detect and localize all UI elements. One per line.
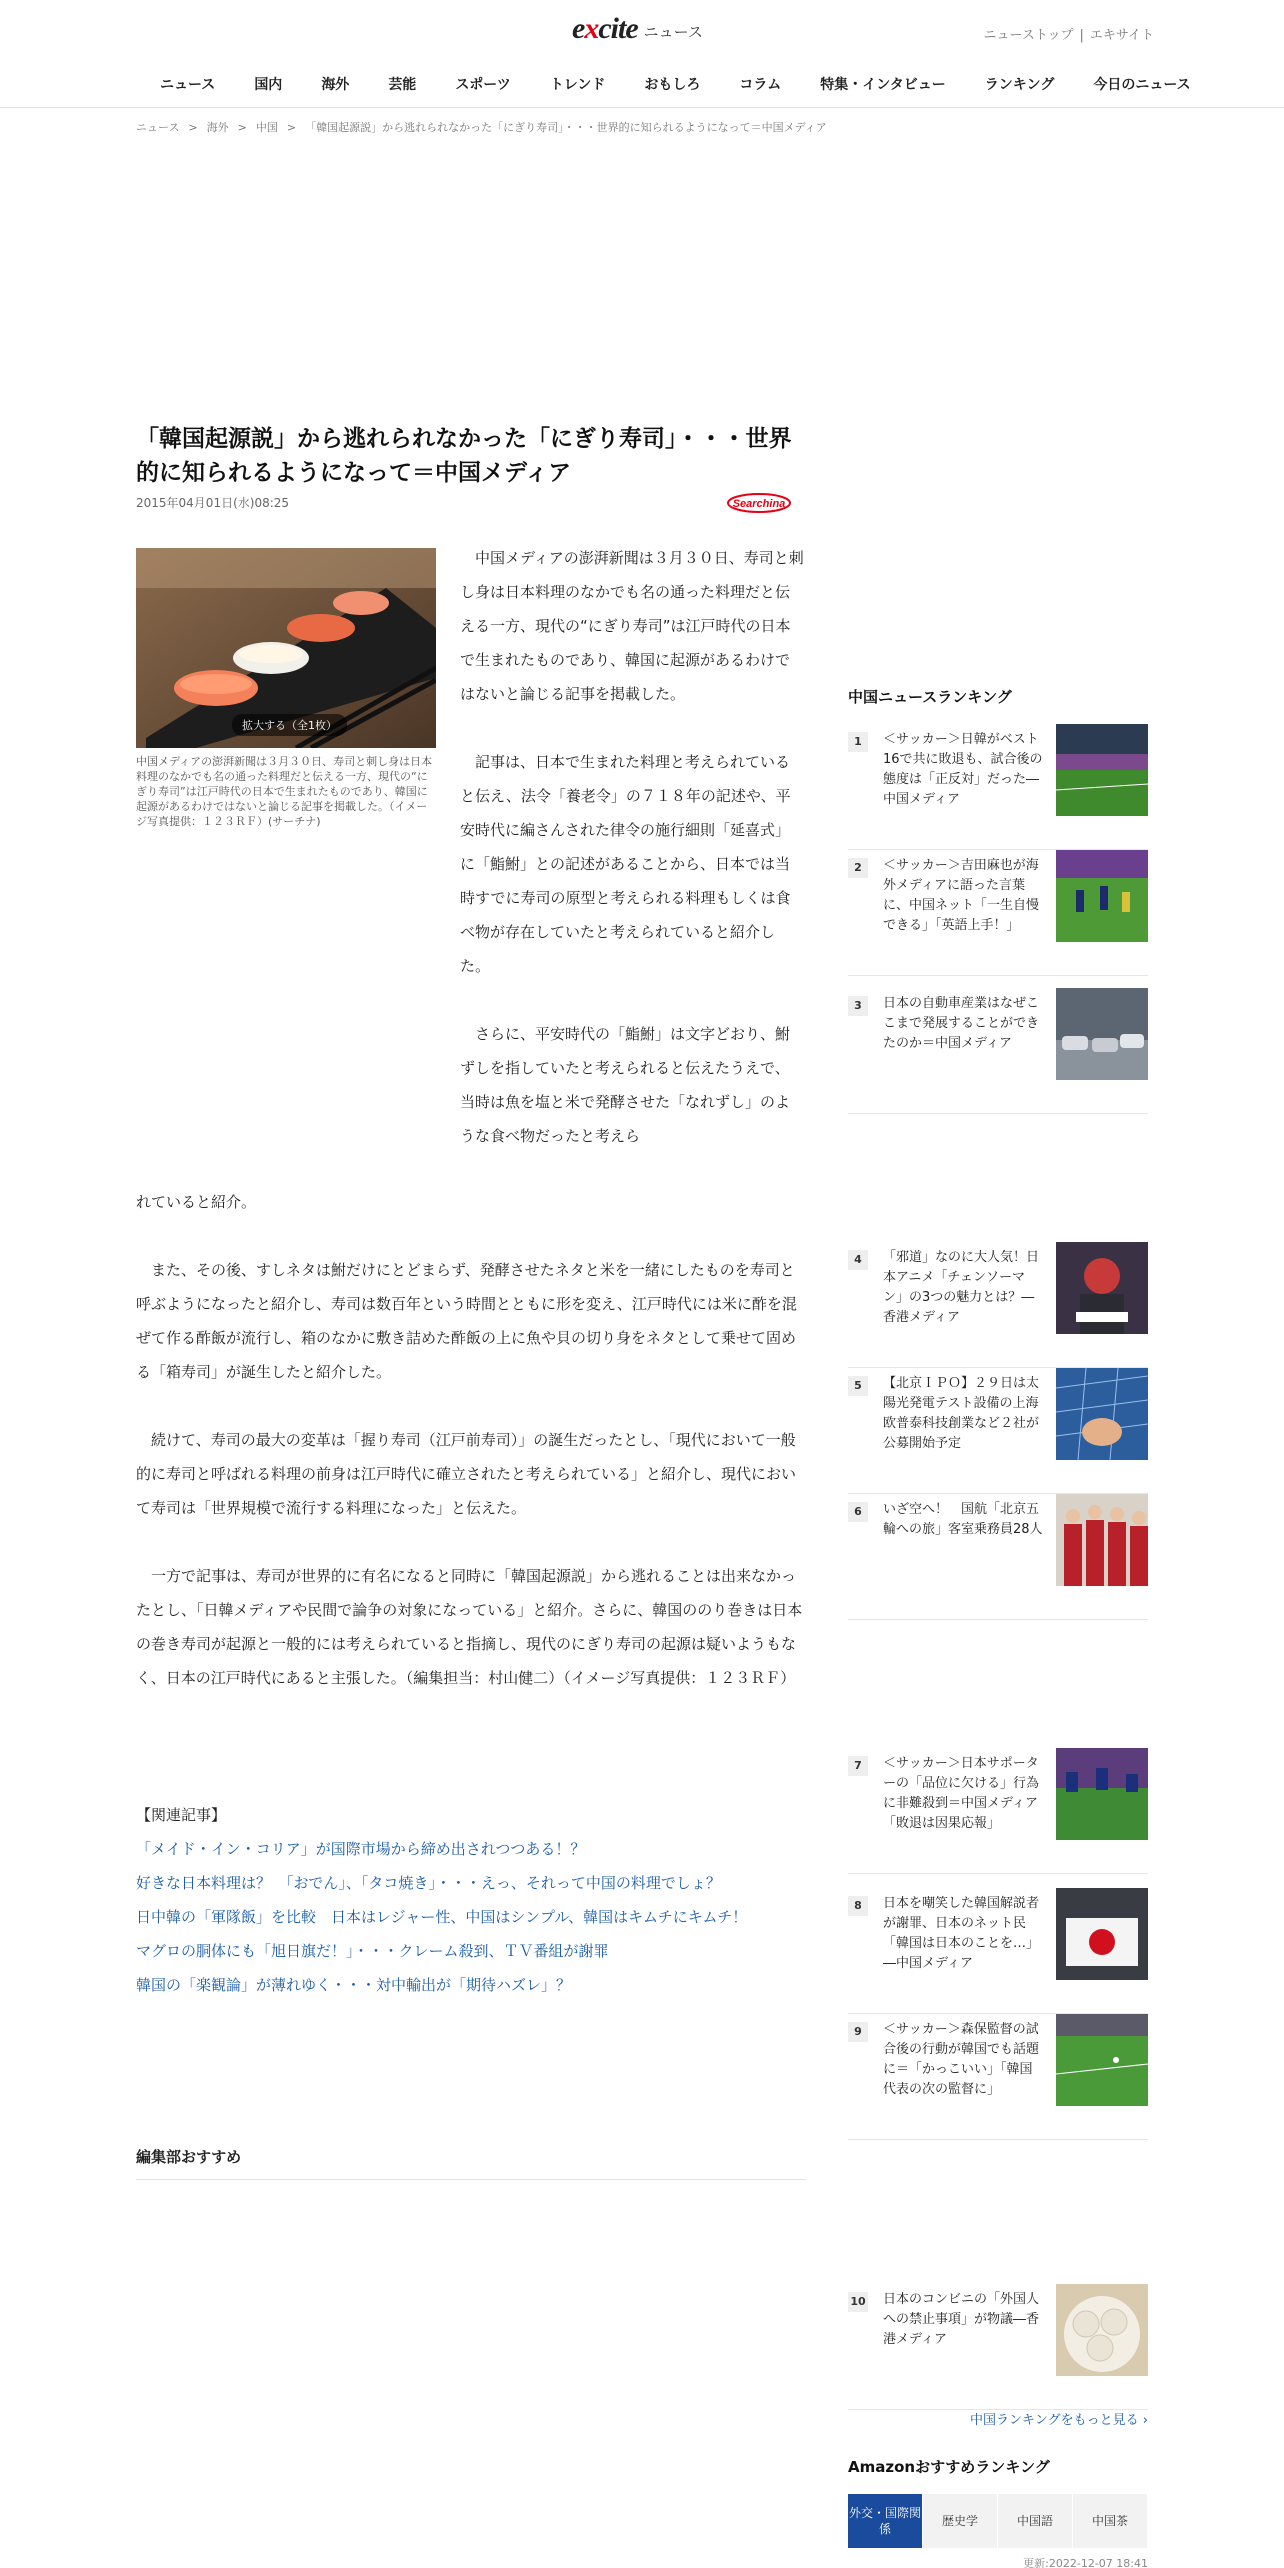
crew-icon [1056,1494,1148,1586]
related-link[interactable]: 「メイド・イン・コリア」が国際市場から締め出されつつある！？ [136,1840,586,1858]
article-paragraph-4: また、その後、すしネタは鮒だけにとどまらず、発酵させたネタと米を一緒にしたものを寿司と呼ぶようになったと紹介し、寿司は数百年という時間とともに形を変え、江戸時代には米に酢を混ぜて作る酢飯が流行し、箱のなかに敷き詰めた酢飯の上に魚や貝の切り身をネタとして乗せて固める「箱寿司」が誕生したと紹介した。 [136,1261,797,1381]
ranking-item[interactable] [848,1888,1148,2014]
tab-history[interactable]: 歴史学 [923,2494,997,2548]
ranking-title: 中国ニュースランキング [848,688,1012,706]
ranking-item[interactable] [848,850,1148,976]
ranking-item[interactable] [848,724,1148,850]
ranking-item[interactable] [848,1494,1148,1620]
nav-item-sports[interactable]: スポーツ [455,77,511,93]
anime-icon [1056,1242,1148,1334]
nav-item-overseas[interactable]: 海外 [321,77,350,93]
nav-item-feature[interactable]: 特集・インタビュー [820,77,946,93]
rank-title: 日本の自動車産業はなぜここまで発展することができたのか＝中国メディア [883,996,1040,1051]
tab-diplomacy[interactable]: 外交・国際関係 [848,2494,922,2548]
article-paragraph-3-cont: れていると紹介。 [136,1193,257,1211]
rank-number: 10 [848,2292,868,2312]
rank-number: 2 [848,858,868,878]
amazon-updated: 更新:2022-12-07 18:41 [1023,2557,1148,2568]
factory-icon [1056,988,1148,1080]
breadcrumb-overseas[interactable]: 海外 [206,121,229,134]
ranking-item[interactable] [848,2284,1148,2410]
article-body [136,1185,804,1729]
ranking-item[interactable] [848,2014,1148,2140]
breadcrumb-current: 「韓国起源説」から逃れられなかった「にぎり寿司」・・・世界的に知られるようになって＝中国メディア [305,121,827,134]
article-paragraph-1: 中国メディアの澎湃新聞は３月３０日、寿司と刺し身は日本料理のなかでも名の通った料理だと伝える一方、現代の“にぎり寿司”は江戸時代の日本で生まれたものであり、韓国に起源があるわけではないと論じる記事を掲載した。 [460,549,804,703]
rank-title: ＜サッカー＞日本サポーターの「品位に欠ける」行為に非難殺到＝中国メディア「敗退は因果応報」 [883,1756,1040,1831]
flag-icon [1056,1888,1148,1980]
site-logo[interactable] [572,12,703,46]
nav-item-domestic[interactable]: 国内 [254,77,283,93]
related-link[interactable]: 韓国の「楽観論」が薄れゆく・・・対中輸出が「期待ハズレ」？ [136,1976,572,1994]
svg-text:Searchina: Searchina [732,498,786,510]
article-title: 「韓国起源説」から逃れられなかった「にぎり寿司」・・・世界的に知られるようになって＝中国メディア [136,426,792,486]
rank-number: 6 [848,1502,868,1522]
rank-title: いざ空へ！ 国航「北京五輪への旅」客室乗務員28人 [883,1502,1043,1537]
nav-item-entertainment[interactable]: 芸能 [388,77,417,93]
related-articles [136,1798,806,2002]
breadcrumb: ニュース > 海外 > 中国 > 「韓国起源説」から逃れられなかった「にぎり寿司」・・・世界的に知られるようになって＝中国メディア [136,121,827,134]
rank-number: 7 [848,1756,868,1776]
related-heading: 【関連記事】 [136,1806,227,1824]
rank-title: ＜サッカー＞日韓がベスト16で共に敗退も、試合後の態度は「正反対」だった―中国メディア [883,732,1043,807]
nav-item-column[interactable]: コラム [739,77,782,93]
main-nav [160,74,1230,94]
logo-mark: excite [572,12,638,45]
rank-number: 5 [848,1376,868,1396]
related-link[interactable]: 日中韓の「軍隊飯」を比較 日本はレジャー性、中国はシンプル、韓国はキムチにキムチ！ [136,1908,748,1926]
excite-link[interactable]: エキサイト [1089,28,1154,43]
amazon-tabs [848,2494,1148,2548]
ranking-item[interactable] [848,1748,1148,1874]
tab-chinese-tea[interactable]: 中国茶 [1073,2494,1147,2548]
top-links: ニューストップ | エキサイト [983,28,1154,43]
ranking-item[interactable] [848,1368,1148,1494]
rank-number: 8 [848,1896,868,1916]
breadcrumb-china[interactable]: 中国 [255,121,278,134]
nav-item-today[interactable]: 今日のニュース [1093,77,1191,93]
rank-title: 「邪道」なのに大人気！日本アニメ「チェンソーマン」の3つの魅力とは？―香港メディア [883,1250,1040,1325]
rank-title: 日本を嘲笑した韓国解説者が謝罪、日本のネット民「韓国は日本のことを…」―中国メディア [883,1896,1040,1971]
nav-item-trend[interactable]: トレンド [549,77,606,93]
article-paragraph-2: 記事は、日本で生まれた料理と考えられていると伝え、法令「養老令」の７１８年の記述や、平安時代に編さんされた律令の施行細則「延喜式」に「鮨鮒」との記述があることから、日本では当時すでに寿司の原型と考えられる料理もしくは食べ物が存在していたと考えられていると紹介した。 [460,753,791,975]
article-paragraph-5: 続けて、寿司の最大の変革は「握り寿司（江戸前寿司）」の誕生だったとし、「現代において一般的に寿司と呼ばれる料理の前身は江戸時代に確立されたと考えられている」と紹介し、現代において寿司は「世界規模で流行する料理になった」と伝えた。 [136,1431,797,1517]
article-photo[interactable] [136,548,436,748]
related-link[interactable]: マグロの胴体にも「旭日旗だ！」・・・クレーム殺到、ＴＶ番組が謝罪 [136,1942,609,1960]
news-top-link[interactable]: ニューストップ [983,28,1074,43]
ranking-item[interactable] [848,988,1148,1114]
logo-sub: ニュース [643,23,703,41]
breadcrumb-news[interactable]: ニュース [136,121,180,134]
related-link[interactable]: 好きな日本料理は？ 「おでん」、「タコ焼き」・・・えっ、それって中国の料理でしょ？ [136,1874,721,1892]
amazon-ranking-title: Amazonおすすめランキング [848,2458,1050,2476]
dumpling-icon [1056,2284,1148,2376]
photo-caption: 中国メディアの澎湃新聞は３月３０日、寿司と刺し身は日本料理のなかでも名の通った料理だと伝える一方、現代の“にぎり寿司”は江戸時代の日本で生まれたものであり、韓国に起源があるわけではないと論じる記事を掲載した。（イメージ写真提供：１２３ＲＦ）(サーチナ) [136,755,433,828]
rank-number: 4 [848,1250,868,1270]
rank-number: 9 [848,2022,868,2042]
rank-number: 1 [848,732,868,752]
stadium-icon [1056,724,1148,816]
supporters-icon [1056,1748,1148,1840]
soccer-players-icon [1056,850,1148,942]
nav-item-news[interactable]: ニュース [160,77,216,93]
site-header [0,0,1284,108]
article-lead [460,541,804,1153]
tab-chinese-language[interactable]: 中国語 [998,2494,1072,2548]
rank-number: 3 [848,996,868,1016]
rank-title: 【北京ＩＰＯ】２９日は太陽光発電テスト設備の上海欧普泰科技創業など２社が公募開始予定 [883,1376,1040,1451]
pitch-icon [1056,2014,1148,2106]
article-paragraph-3: さらに、平安時代の「鮨鮒」は文字どおり、鮒ずしを指していたと考えられると伝えたうえで、当時は魚を塩と米で発酵させた「なれずし」のような食べ物だったと考えら [460,1025,791,1145]
nav-item-ranking[interactable]: ランキング [984,77,1055,93]
solar-panel-icon [1056,1368,1148,1460]
nav-item-funny[interactable]: おもしろ [644,77,701,93]
rank-title: ＜サッカー＞吉田麻也が海外メディアに語った言葉に、中国ネット「一生自慢できる」「英語上手！」 [883,858,1040,933]
editor-pick-heading: 編集部おすすめ [136,2146,806,2180]
zoom-button[interactable]: 拡大する（全1枚） [232,714,347,736]
chevron-right-icon: › [1142,2413,1148,2428]
ranking-more-link[interactable]: 中国ランキングをもっと見る › [970,2413,1148,2428]
rank-title: 日本のコンビニの「外国人への禁止事項」が物議―香港メディア [883,2292,1040,2347]
article-paragraph-6: 一方で記事は、寿司が世界的に有名になると同時に「韓国起源説」から逃れることは出来なかったとし、「日韓メディアや民間で論争の対象になっている」と紹介。さらに、韓国ののり巻きは日本の巻き寿司が起源と一般的には考えられていると指摘し、現代のにぎり寿司の起源は疑いようもなく、日本の江戸時代にあると主張した。（編集担当：村山健二）（イメージ写真提供：１２３ＲＦ） [136,1567,803,1687]
article-date: 2015年04月01日(水)08:25 [136,496,290,510]
rank-title: ＜サッカー＞森保監督の試合後の行動が韓国でも話題に＝「かっこいい」「韓国代表の次の監督に」 [883,2022,1040,2097]
searchina-logo[interactable] [726,488,792,516]
ranking-item[interactable] [848,1242,1148,1368]
